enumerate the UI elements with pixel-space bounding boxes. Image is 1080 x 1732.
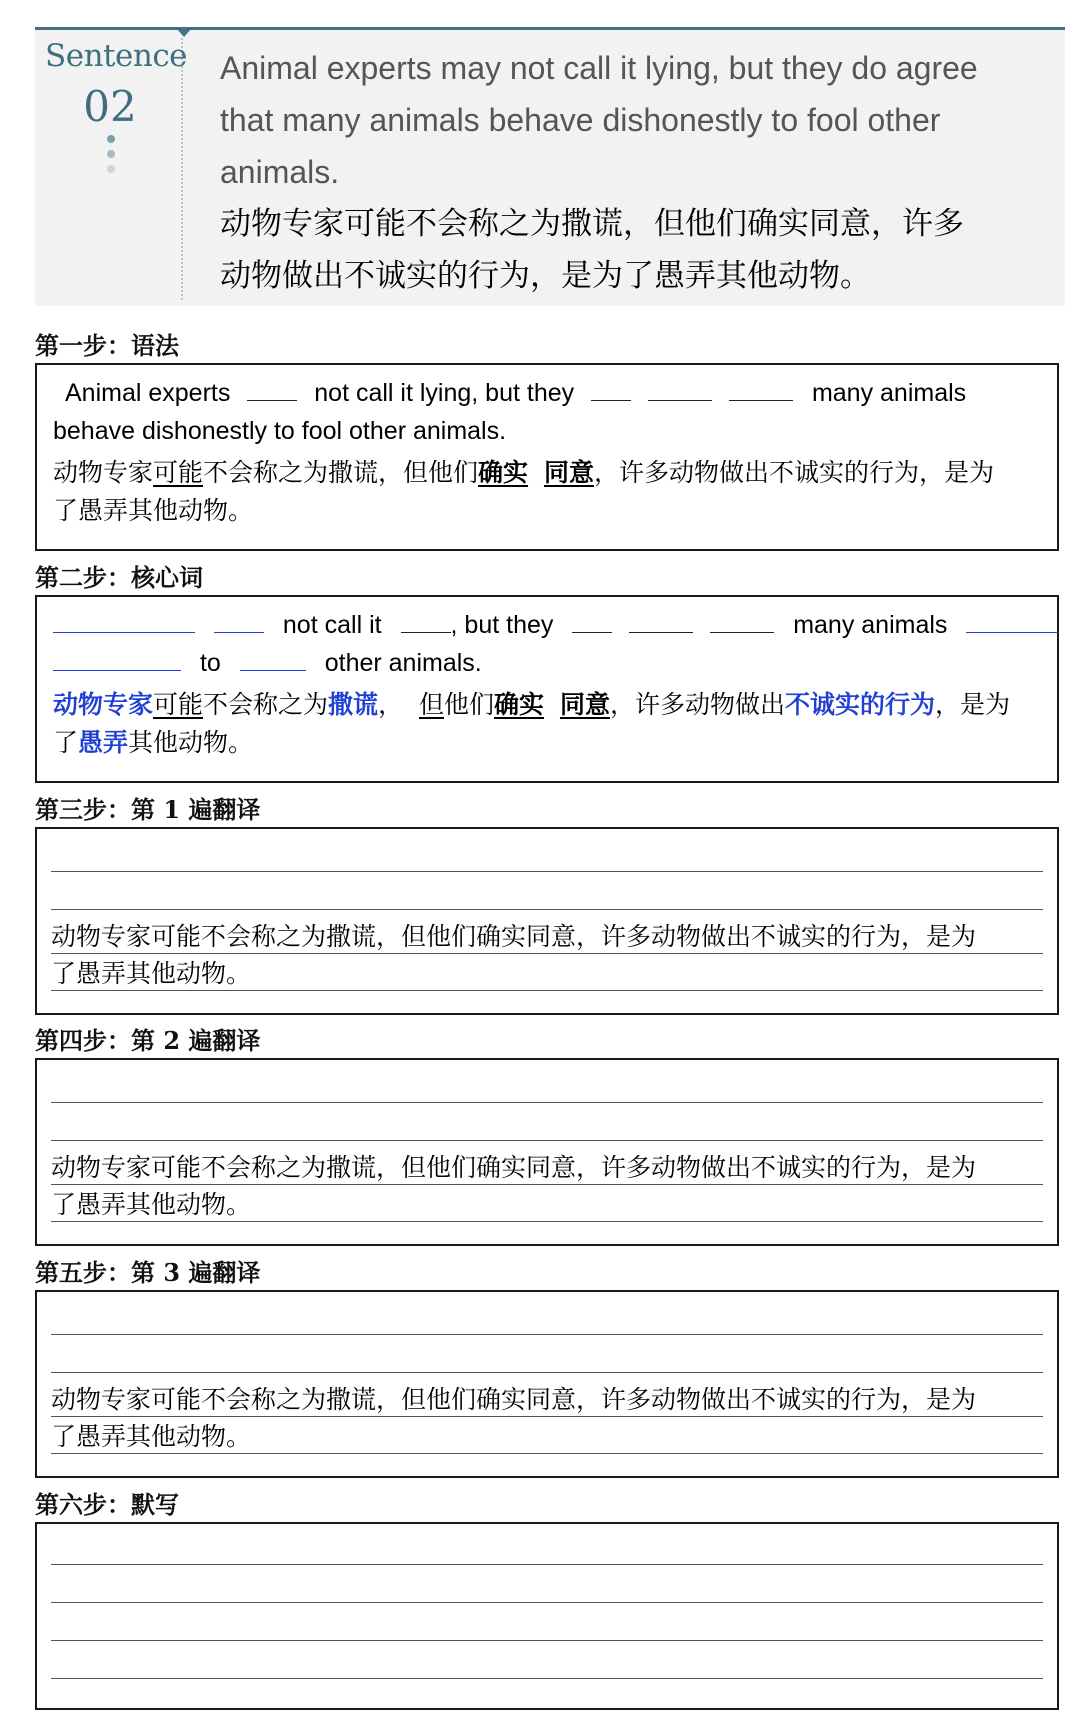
- dots-decoration: [105, 135, 117, 180]
- step6-box: [35, 1522, 1059, 1710]
- t: ，许多动物做出不诚实的行为，是为: [593, 458, 994, 487]
- t: 动物专家: [53, 458, 154, 487]
- t: 撒谎: [328, 690, 379, 719]
- answer-line[interactable]: [51, 871, 1043, 872]
- answer-line[interactable]: [51, 1564, 1043, 1565]
- blank[interactable]: [214, 612, 264, 633]
- t: 不诚实的行为: [784, 690, 935, 719]
- answer-line[interactable]: [51, 1602, 1043, 1603]
- step2-en-e: other animals.: [324, 649, 482, 677]
- english-line-3: animals.: [220, 154, 340, 190]
- card-marker: [177, 29, 191, 37]
- step1-en-c: many animals: [811, 379, 967, 407]
- blank[interactable]: [240, 650, 306, 671]
- translation-line-2: 了愚弄其他动物。: [51, 954, 1043, 991]
- translation-line-2: 了愚弄其他动物。: [51, 1185, 1043, 1222]
- answer-line[interactable]: [51, 1640, 1043, 1641]
- step1-title: 第一步：语法: [35, 331, 179, 360]
- t: 同意: [559, 690, 610, 719]
- blank[interactable]: [710, 612, 774, 633]
- english-line-2: that many animals behave dishonestly to fool other: [220, 102, 941, 138]
- answer-line[interactable]: [51, 909, 1043, 910]
- step4-title: 第四步：第 2 遍翻译: [35, 1026, 261, 1055]
- step1-en-a: Animal experts: [65, 379, 231, 407]
- step1-zh-line1: [53, 453, 994, 489]
- translation-line-2: 了愚弄其他动物。: [51, 1417, 1043, 1454]
- step5-box: [35, 1290, 1059, 1478]
- step2-en-line2: [53, 649, 482, 678]
- blank[interactable]: [591, 380, 631, 401]
- t: 其他动物。: [128, 728, 254, 757]
- sentence-text: [220, 42, 1080, 302]
- t: 可能: [153, 690, 204, 719]
- step2-zh-line2: [53, 723, 253, 759]
- translation-line-1: 动物专家可能不会称之为撒谎，但他们确实同意，许多动物做出不诚实的行为，是为: [51, 917, 1043, 954]
- t: 确实: [494, 690, 545, 719]
- step2-en-b: , but they: [450, 611, 554, 639]
- answer-line[interactable]: [51, 1140, 1043, 1141]
- t: 动物专家: [53, 690, 154, 719]
- step2-en-line1: [53, 611, 1058, 640]
- t: ，许多动物做出: [609, 690, 785, 719]
- step2-title: 第二步：核心词: [35, 563, 203, 592]
- t: 同意: [543, 458, 594, 487]
- answer-line[interactable]: [51, 1372, 1043, 1373]
- step1-en-line2: behave dishonestly to fool other animals.: [53, 417, 507, 445]
- card-divider: [181, 38, 185, 300]
- blank[interactable]: [53, 612, 195, 633]
- t: ，: [378, 690, 404, 719]
- step5-title: 第五步：第 3 遍翻译: [35, 1258, 261, 1287]
- t: ，是为: [934, 690, 1010, 719]
- step2-en-c: many animals: [793, 611, 948, 639]
- blank[interactable]: [648, 380, 712, 401]
- blank[interactable]: [401, 612, 451, 633]
- step1-en-b: not call it lying, but they: [314, 379, 575, 407]
- blank[interactable]: [247, 380, 297, 401]
- t: 愚弄: [78, 728, 129, 757]
- blank[interactable]: [966, 612, 1058, 633]
- t: 他们: [444, 690, 495, 719]
- step6-title: 第六步：默写: [35, 1490, 179, 1519]
- chinese-line-2: 动物做出不诚实的行为，是为了愚弄其他动物。: [220, 258, 871, 294]
- translation-line-1: 动物专家可能不会称之为撒谎，但他们确实同意，许多动物做出不诚实的行为，是为: [51, 1148, 1043, 1185]
- step2-zh-line1: [53, 685, 1010, 721]
- t: 了: [53, 728, 79, 757]
- step4-box: [35, 1058, 1059, 1246]
- sentence-label: Sentence: [45, 38, 188, 74]
- step1-zh-line2: 了愚弄其他动物。: [53, 496, 254, 525]
- step1-en-line1: [65, 379, 966, 408]
- t: 确实: [478, 458, 529, 487]
- step3-title: 第三步：第 1 遍翻译: [35, 795, 261, 824]
- t: 但: [418, 690, 444, 719]
- sentence-number: 02: [83, 82, 137, 131]
- step2-en-d: to: [199, 649, 221, 677]
- step2-en-a: not call it: [282, 611, 382, 639]
- answer-line[interactable]: [51, 1102, 1043, 1103]
- step2-box: [35, 595, 1059, 783]
- answer-line[interactable]: [51, 1678, 1043, 1679]
- translation-line-1: 动物专家可能不会称之为撒谎，但他们确实同意，许多动物做出不诚实的行为，是为: [51, 1380, 1043, 1417]
- answer-line[interactable]: [51, 1334, 1043, 1335]
- sentence-card: [35, 27, 1065, 306]
- blank[interactable]: [729, 380, 793, 401]
- t: 不会称之为撒谎，但他们: [203, 458, 479, 487]
- t: 不会称之为: [203, 690, 329, 719]
- step3-box: [35, 827, 1059, 1015]
- english-line-1: Animal experts may not call it lying, but they do agree: [220, 50, 978, 86]
- chinese-line-1: 动物专家可能不会称之为撒谎，但他们确实同意，许多: [220, 206, 964, 242]
- blank[interactable]: [572, 612, 612, 633]
- step1-box: [35, 363, 1059, 551]
- blank[interactable]: [53, 650, 181, 671]
- t: 可能: [153, 458, 204, 487]
- blank[interactable]: [629, 612, 693, 633]
